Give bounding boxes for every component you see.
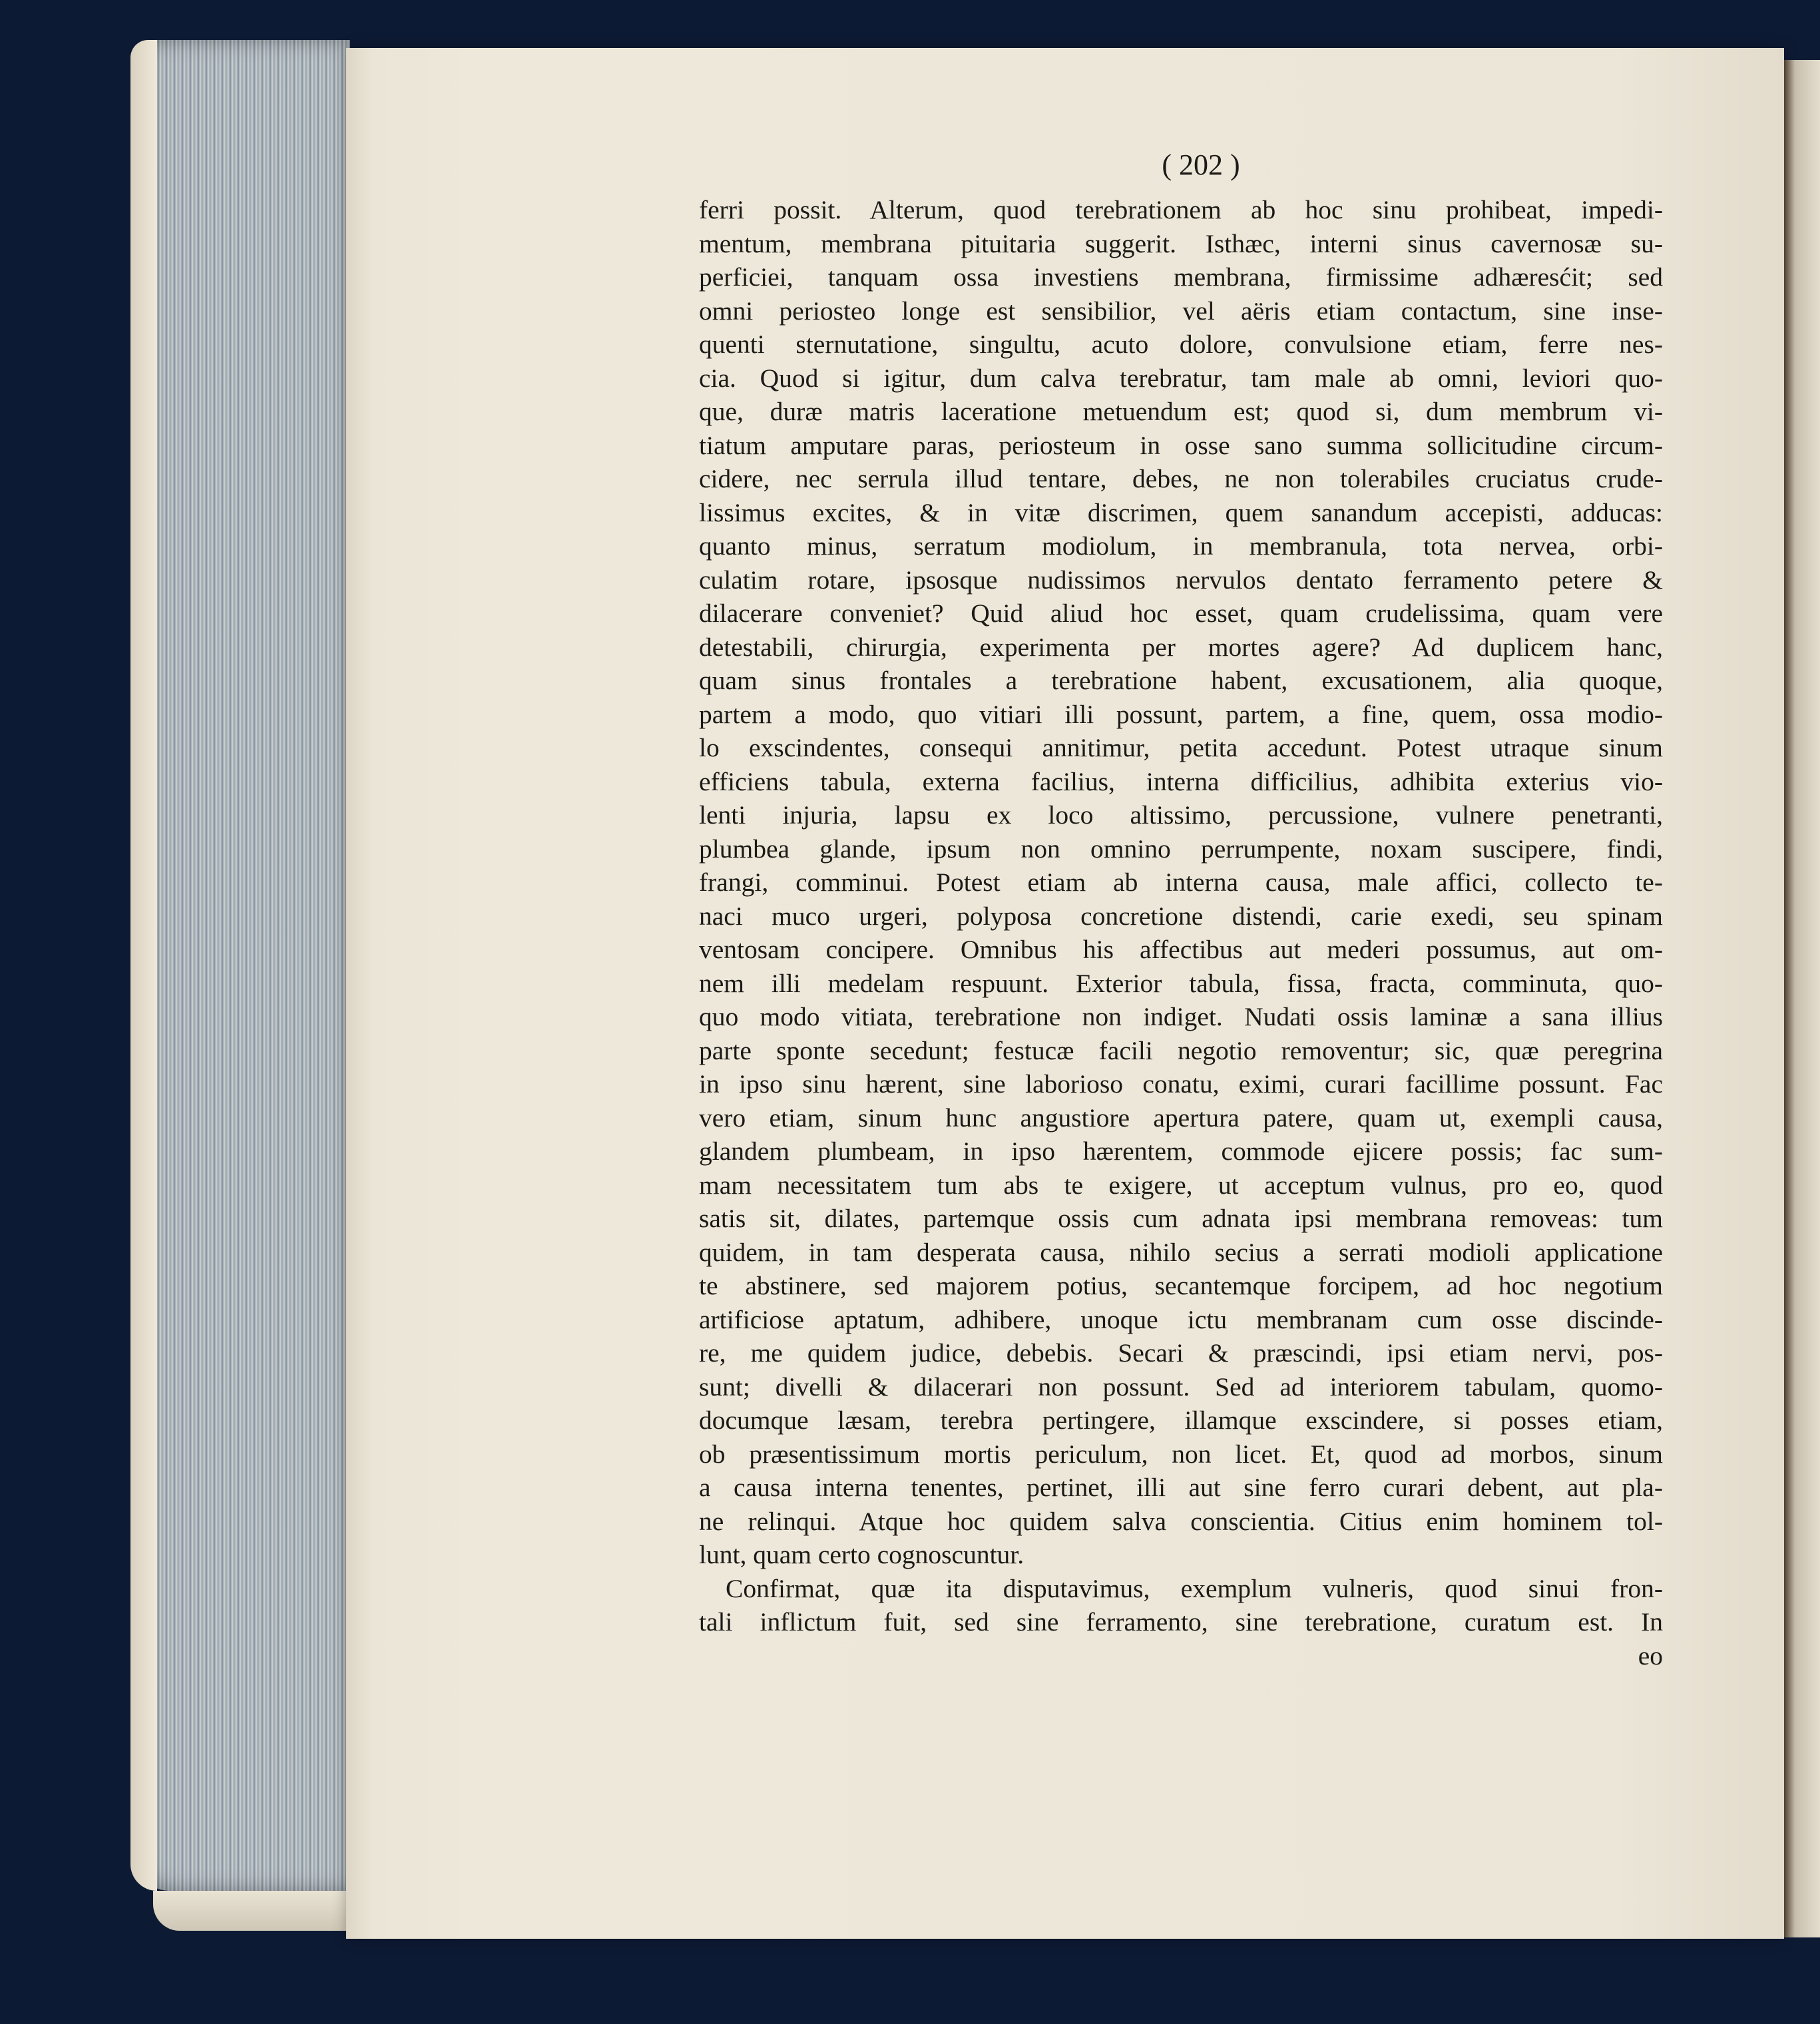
text-line: partem a modo, quo vitiari illi possunt, partem, a fine, quem, ossa modio-	[699, 699, 1663, 729]
page-number: ( 202 )	[1162, 148, 1240, 181]
text-line: dilacerare conveniet? Quid aliud hoc esset, quam crudelissima, quam vere	[699, 599, 1663, 628]
text-line: mam necessitatem tum abs te exigere, ut acceptum vulnus, pro eo, quod	[699, 1170, 1663, 1200]
text-line: vero etiam, sinum hunc angustiore apertura patere, quam ut, exempli causa,	[699, 1103, 1663, 1133]
text-line: artificiose aptatum, adhibere, unoque ictu membranam cum osse discinde-	[699, 1304, 1663, 1334]
text-line: nem illi medelam respuunt. Exterior tabula, fissa, fracta, comminuta, quo-	[699, 968, 1663, 998]
text-line: sunt; divelli & dilacerari non possunt. Sed ad interiorem tabulam, quomo-	[699, 1372, 1663, 1401]
text-line: cia. Quod si igitur, dum calva terebratur, tam male ab omni, leviori quo-	[699, 363, 1663, 393]
text-line: ferri possit. Alterum, quod terebrationem ab hoc sinu prohibeat, impedi-	[699, 195, 1663, 224]
text-line: culatim rotare, ipsosque nudissimos nervulos dentato ferramento petere &	[699, 565, 1663, 595]
text-line: tali inflictum fuit, sed sine ferramento, sine terebratione, curatum est. In	[699, 1607, 1663, 1637]
text-line: lo exscindentes, consequi annitimur, petita accedunt. Potest utraque sinum	[699, 733, 1663, 762]
book-page-edges	[130, 40, 350, 1891]
text-line: a causa interna tenentes, pertinet, illi aut sine ferro curari debent, aut pla-	[699, 1473, 1663, 1502]
text-line: ventosam concipere. Omnibus his affectibus aut mederi possumus, aut om-	[699, 935, 1663, 964]
page-text	[699, 145, 1663, 1672]
text-line: in ipso sinu hærent, sine laborioso conatu, eximi, curari facillime possunt. Fac	[699, 1069, 1663, 1099]
paragraph-1	[699, 193, 1663, 1572]
text-line: parte sponte secedunt; festucæ facili negotio removentur; sic, quæ peregrina	[699, 1035, 1663, 1065]
text-line: quenti sternutatione, singultu, acuto dolore, convulsione etiam, ferre nes-	[699, 330, 1663, 359]
text-line: quo modo vitiata, terebratione non indiget. Nudati ossis laminæ a sana illius	[699, 1002, 1663, 1031]
text-line: detestabili, chirurgia, experimenta per mortes agere? Ad duplicem hanc,	[699, 632, 1663, 662]
book-spine-edge	[130, 40, 157, 1891]
text-line: mentum, membrana pituitaria suggerit. Isthæc, interni sinus cavernosæ su-	[699, 228, 1663, 258]
text-line: quidem, in tam desperata causa, nihilo secius a serrati modioli applicatione	[699, 1237, 1663, 1267]
text-line: documque læsam, terebra pertingere, illamque exscindere, si posses etiam,	[699, 1405, 1663, 1435]
text-line: re, me quidem judice, debebis. Secari & præscindi, ipsi etiam nervi, pos-	[699, 1338, 1663, 1368]
text-line: lissimus excites, & in vitæ discrimen, quem sanandum accepisti, adducas:	[699, 497, 1663, 527]
facing-page-edge	[1784, 60, 1820, 1937]
text-line: que, duræ matris laceratione metuendum est; quod si, dum membrum vi-	[699, 397, 1663, 426]
book-bottom-edge	[153, 1891, 353, 1931]
text-line: satis sit, dilates, partemque ossis cum adnata ipsi membrana removeas: tum	[699, 1204, 1663, 1233]
text-line: lunt, quam certo cognoscuntur.	[699, 1540, 1024, 1569]
text-line: quanto minus, serratum modiolum, in membranula, tota nervea, orbi-	[699, 531, 1663, 561]
text-line: omni periosteo longe est sensibilior, vel aëris etiam contactum, sine inse-	[699, 296, 1663, 326]
text-line: efficiens tabula, externa facilius, interna difficilius, adhibita exterius vio-	[699, 766, 1663, 796]
text-line: naci muco urgeri, polyposa concretione distendi, carie exedi, seu spinam	[699, 901, 1663, 931]
text-line: lenti injuria, lapsu ex loco altissimo, percussione, vulnere penetranti,	[699, 800, 1663, 830]
text-line: plumbea glande, ipsum non omnino perrumpente, noxam suscipere, findi,	[699, 834, 1663, 864]
catchword: eo	[1638, 1641, 1663, 1670]
text-line: ob præsentissimum mortis periculum, non licet. Et, quod ad morbos, sinum	[699, 1439, 1663, 1469]
text-line: cidere, nec serrula illud tentare, debes, ne non tolerabiles cruciatus crude-	[699, 464, 1663, 493]
text-line: quam sinus frontales a terebratione habent, excusationem, alia quoque,	[699, 666, 1663, 695]
text-line: frangi, comminui. Potest etiam ab interna causa, male affici, collecto te-	[699, 868, 1663, 897]
paragraph-2	[699, 1572, 1663, 1639]
text-line: ne relinqui. Atque hoc quidem salva conscientia. Citius enim hominem tol-	[699, 1506, 1663, 1536]
text-line: perficiei, tanquam ossa investiens membrana, firmissime adhæresćit; sed	[699, 262, 1663, 292]
text-line: te abstinere, sed majorem potius, secantemque forcipem, ad hoc negotium	[699, 1271, 1663, 1300]
text-line: tiatum amputare paras, periosteum in osse sano summa sollicitudine circum-	[699, 430, 1663, 460]
text-line: glandem plumbeam, in ipso hærentem, commode ejicere possis; fac sum-	[699, 1137, 1663, 1166]
text-line: Confirmat, quæ ita disputavimus, exemplum vulneris, quod sinui fron-	[726, 1573, 1663, 1603]
